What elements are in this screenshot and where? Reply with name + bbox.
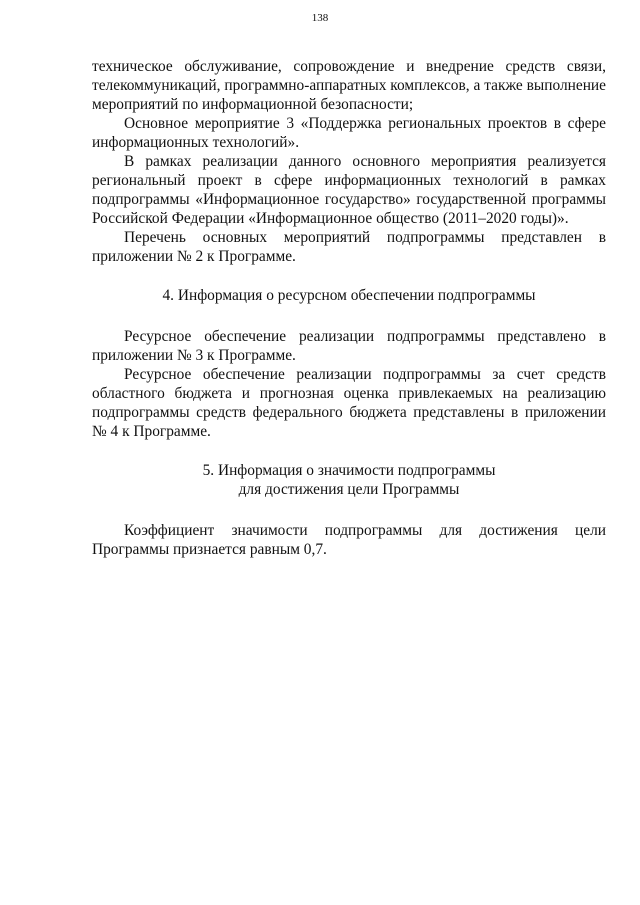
paragraph-main-activity-3: Основное мероприятие 3 «Поддержка региональных проектов в сфере информационных технологий». — [92, 115, 606, 151]
document-body — [92, 57, 606, 559]
spacer — [92, 305, 606, 327]
section-5-heading-line2: для достижения цели Программы — [238, 481, 460, 498]
paragraph-regional-project: В рамках реализации данного основного мероприятия реализуется региональный проект в сфере информационных технологий в рамках подпрограммы «Информационное государство» государственной программы Российской Федерации «Информационное общество (2011–2020 годы)». — [92, 153, 606, 227]
paragraph-significance-coefficient: Коэффициент значимости подпрограммы для достижения цели Программы признается равным 0,7. — [92, 522, 606, 558]
paragraph-continuation: техническое обслуживание, сопровождение и внедрение средств связи, телекоммуникаций, программно-аппаратных комплексов, а также выполнение мероприятий по информационной безопасности; — [92, 58, 606, 113]
paragraph-resource-budget: Ресурсное обеспечение реализации подпрограммы за счет средств областного бюджета и прогнозная оценка привлекаемых на реализацию подпрограммы средств федерального бюджета представлены в приложении № 4 к Программе. — [92, 366, 606, 440]
paragraph-activities-list: Перечень основных мероприятий подпрограммы представлен в приложении № 2 к Программе. — [92, 229, 606, 265]
section-4-heading: 4. Информация о ресурсном обеспечении подпрограммы — [162, 287, 536, 304]
page-number: 138 — [311, 12, 329, 24]
spacer — [92, 266, 606, 286]
spacer — [92, 441, 606, 461]
spacer — [92, 499, 606, 521]
paragraph-resource-provision: Ресурсное обеспечение реализации подпрограммы представлено в приложении № 3 к Программе. — [92, 328, 606, 364]
section-5-heading-line1: 5. Информация о значимости подпрограммы — [202, 462, 496, 479]
